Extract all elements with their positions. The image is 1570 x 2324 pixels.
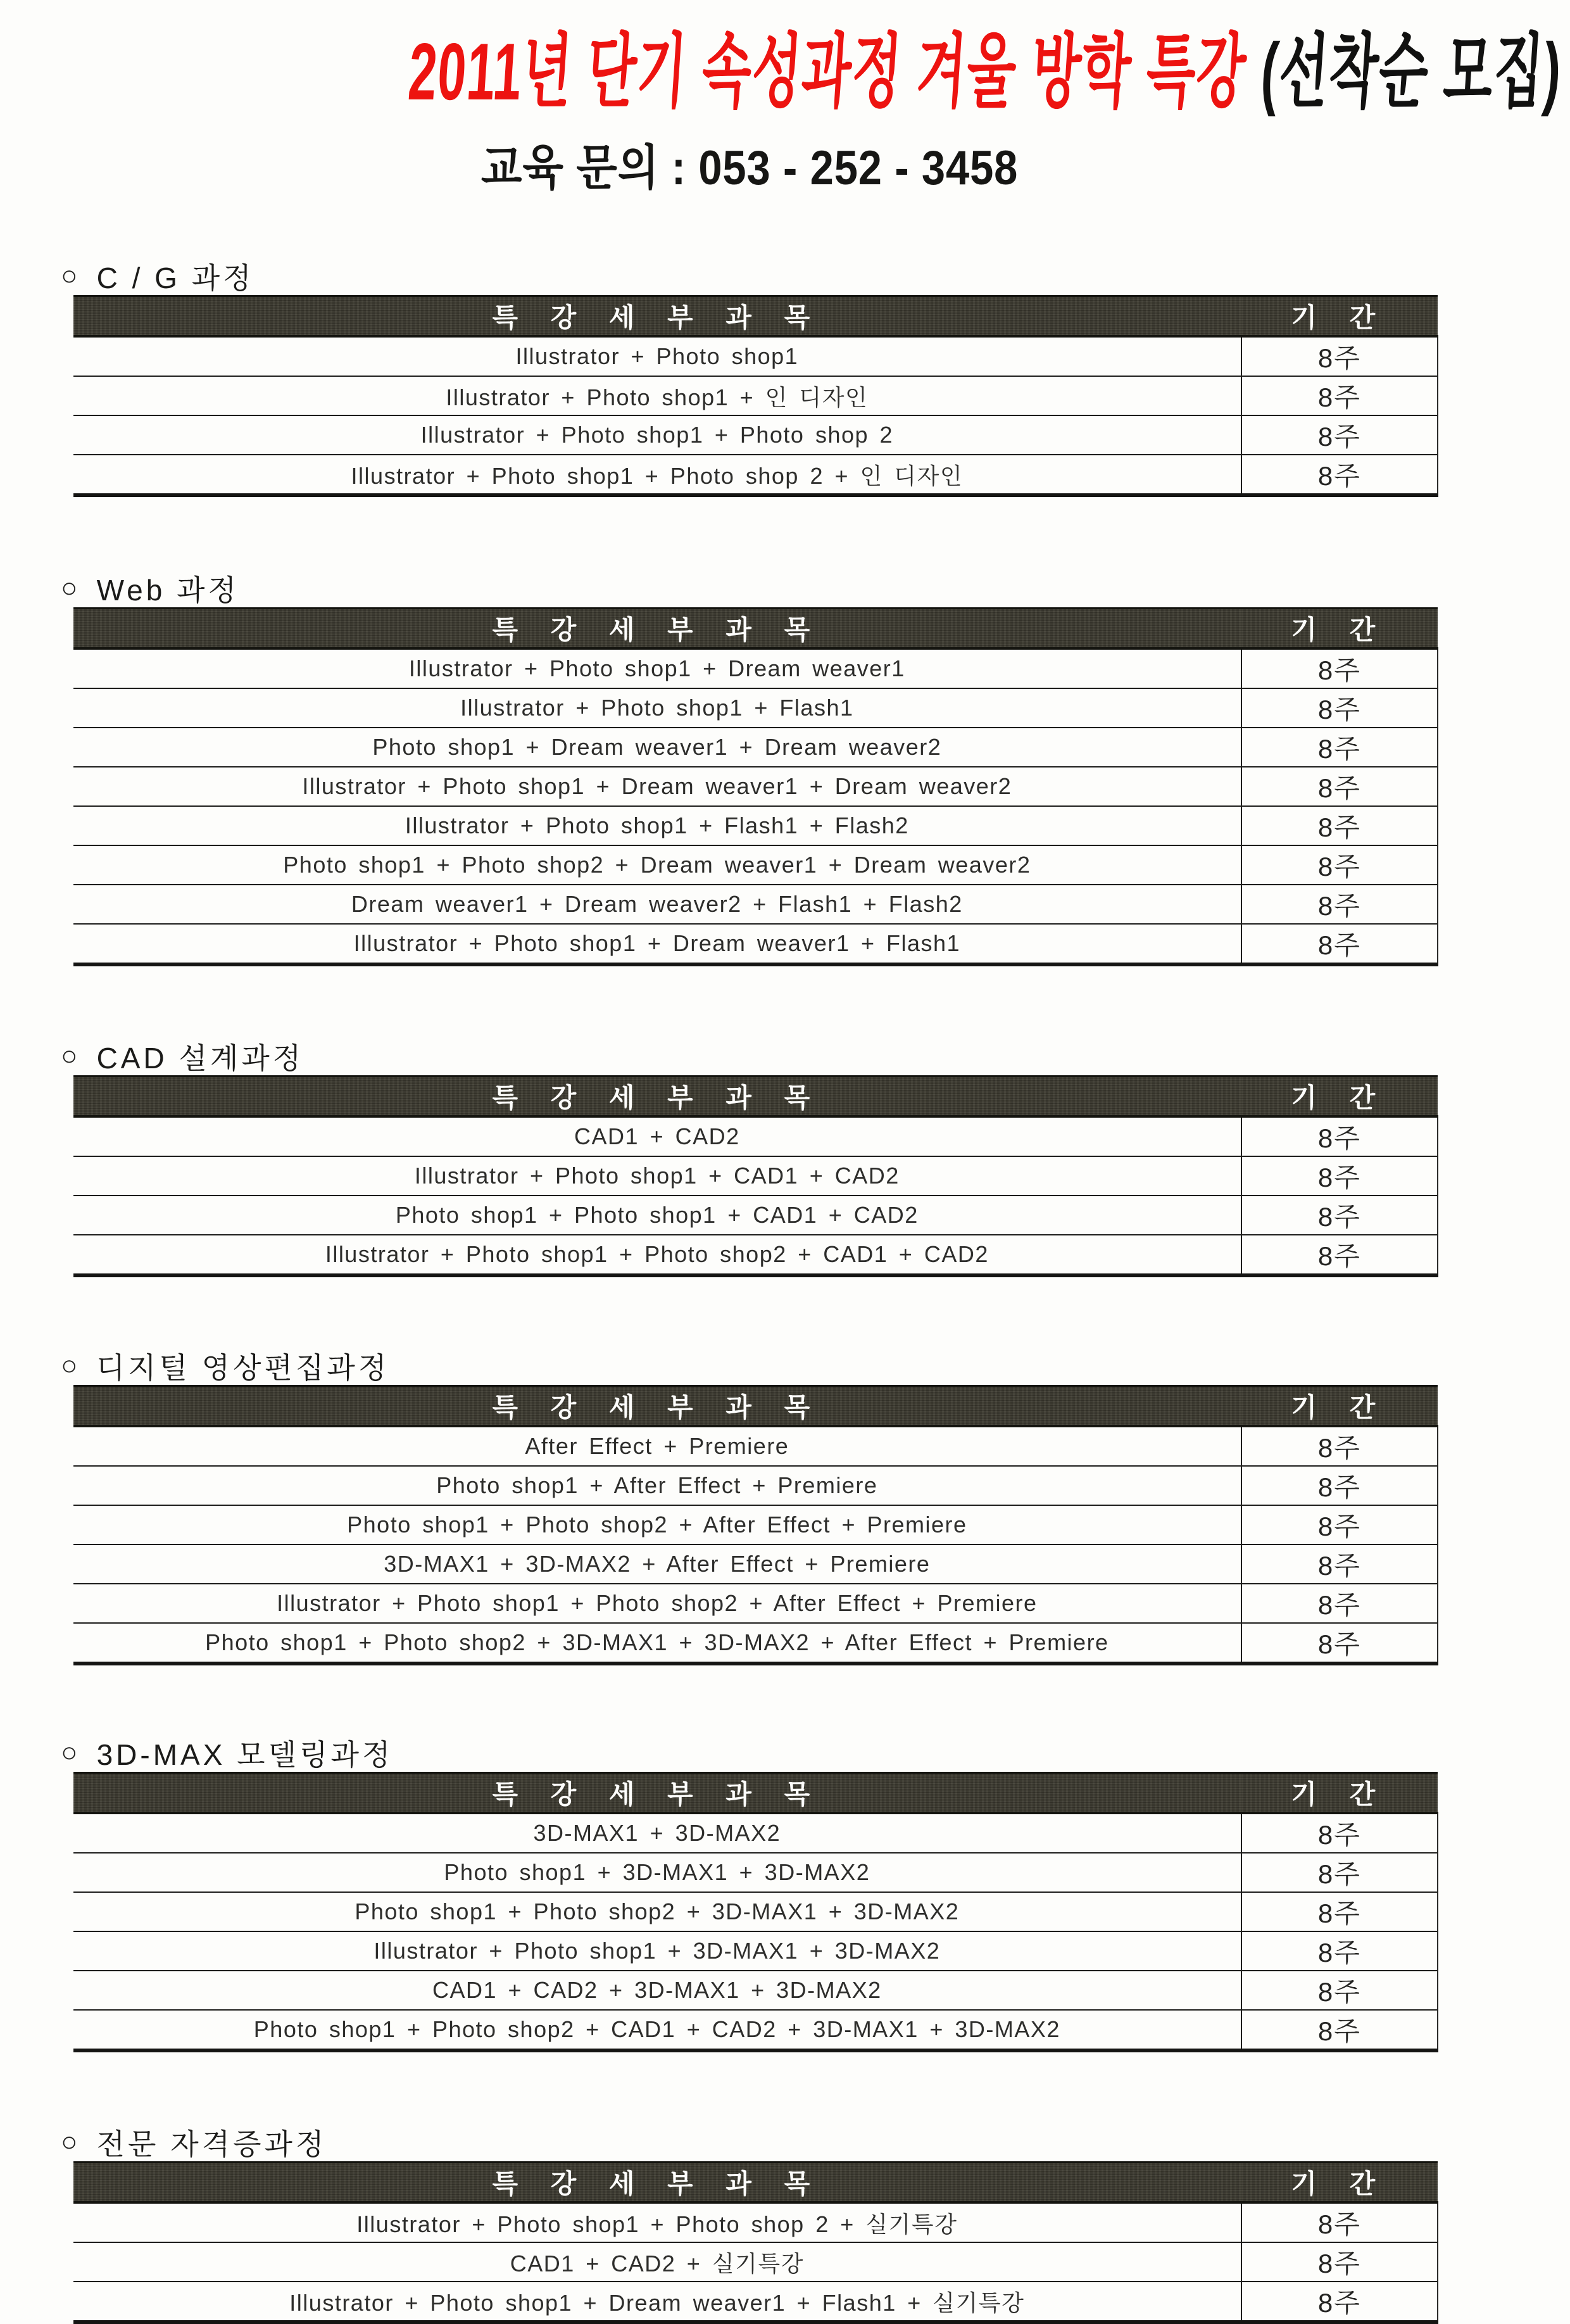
table-row [73,336,1438,376]
course-subject: Illustrator + Photo shop1 + Photo shop 2 [73,415,1241,455]
table-row [73,1971,1438,2010]
table-row [73,924,1438,964]
course-subject: CAD1 + CAD2 + 실기특강 [73,2242,1241,2282]
course-subject: Illustrator + Photo shop1 + Flash1 + Flash2 [73,806,1241,845]
section-title: C / G 과정 [96,262,254,294]
column-header-period: 기 간 [1241,2163,1438,2203]
course-subject: 3D-MAX1 + 3D-MAX2 + After Effect + Premiere [73,1544,1241,1584]
course-subject: Photo shop1 + Photo shop2 + After Effect + Premiere [73,1505,1241,1544]
course-subject: Illustrator + Photo shop1 + Dream weaver1 + Dream weaver2 [73,767,1241,806]
course-subject: Illustrator + Photo shop1 + Dream weaver1 + Flash1 [73,924,1241,964]
table-row [73,1892,1438,1931]
table-row [73,767,1438,806]
section-title: CAD 설계과정 [96,1042,305,1075]
table-row [73,845,1438,885]
column-header-period: 기 간 [1241,1386,1438,1427]
course-subject: Illustrator + Photo shop1 + Dream weaver1 + Flash1 + 실기특강 [73,2282,1241,2322]
course-period: 8주 [1241,1853,1438,1892]
course-period: 8주 [1241,1584,1438,1623]
page-title-main: 2011년 단기 속성과정 겨울 방학 특강 [406,27,1265,117]
contact-line [61,135,1438,201]
course-section [61,569,1438,966]
course-period: 8주 [1241,1931,1438,1971]
circle-bullet-icon: ○ [61,2126,78,2157]
course-subject: Photo shop1 + Photo shop2 + CAD1 + CAD2 + 3D-MAX1 + 3D-MAX2 [73,2010,1241,2050]
column-header-subject: 특 강 세 부 과 목 [73,609,1241,649]
course-period: 8주 [1241,1813,1438,1853]
table-header-row [73,2163,1438,2203]
table-row [73,2202,1438,2242]
course-period: 8주 [1241,845,1438,885]
course-subject: Photo shop1 + After Effect + Premiere [73,1466,1241,1505]
course-subject: Illustrator + Photo shop1 + CAD1 + CAD2 [73,1156,1241,1196]
course-section [61,257,1438,497]
section-title: 3D-MAX 모델링과정 [96,1738,394,1771]
course-subject: Photo shop1 + Photo shop1 + CAD1 + CAD2 [73,1196,1241,1235]
course-subject: Photo shop1 + Photo shop2 + 3D-MAX1 + 3D-MAX2 [73,1892,1241,1931]
column-header-period: 기 간 [1241,296,1438,337]
course-period: 8주 [1241,924,1438,964]
table-row [73,1544,1438,1584]
table-row [73,1853,1438,1892]
table-row [73,2242,1438,2282]
course-subject: After Effect + Premiere [73,1426,1241,1466]
course-period: 8주 [1241,376,1438,415]
column-header-period: 기 간 [1241,609,1438,649]
course-subject: Illustrator + Photo shop1 + Flash1 [73,688,1241,728]
course-period: 8주 [1241,415,1438,455]
table-row [73,376,1438,415]
course-sections [61,257,1438,2324]
course-subject: Illustrator + Photo shop1 [73,336,1241,376]
page-title [137,18,1565,129]
section-title: Web 과정 [96,574,239,607]
course-period: 8주 [1241,1466,1438,1505]
table-row [73,2282,1438,2322]
course-subject: Dream weaver1 + Dream weaver2 + Flash1 + Flash2 [73,885,1241,924]
column-header-period: 기 간 [1241,1773,1438,1814]
circle-bullet-icon: ○ [61,1350,78,1381]
course-subject: Illustrator + Photo shop1 + Photo shop2 + CAD1 + CAD2 [73,1235,1241,1275]
course-subject: Illustrator + Photo shop1 + 인 디자인 [73,376,1241,415]
course-section [61,2123,1438,2324]
section-heading [61,2123,1438,2161]
course-subject: Illustrator + Photo shop1 + Dream weaver1 [73,648,1241,688]
column-header-subject: 특 강 세 부 과 목 [73,1077,1241,1117]
table-header-row [73,609,1438,649]
course-period: 8주 [1241,1196,1438,1235]
course-table [73,295,1438,497]
table-row [73,455,1438,495]
course-subject: CAD1 + CAD2 [73,1116,1241,1156]
course-table [73,1075,1438,1277]
course-table [73,1385,1438,1665]
course-table [73,1772,1438,2052]
course-period: 8주 [1241,648,1438,688]
table-row [73,1466,1438,1505]
course-section [61,1734,1438,2052]
table-row [73,688,1438,728]
section-heading [61,569,1438,607]
course-section [61,1037,1438,1277]
table-row [73,1813,1438,1853]
table-header-row [73,1773,1438,1814]
course-subject: Photo shop1 + Dream weaver1 + Dream weaver2 [73,728,1241,767]
course-subject: CAD1 + CAD2 + 3D-MAX1 + 3D-MAX2 [73,1971,1241,2010]
table-row [73,1584,1438,1623]
table-header-row [73,1386,1438,1427]
section-title: 전문 자격증과정 [96,2128,327,2161]
table-row [73,1156,1438,1196]
course-section [61,1347,1438,1665]
contact-phone: 교육 문의 : 053 - 252 - 3458 [480,141,1019,195]
circle-bullet-icon: ○ [61,1737,78,1768]
course-period: 8주 [1241,1623,1438,1664]
course-period: 8주 [1241,767,1438,806]
section-heading [61,1734,1438,1772]
table-row [73,1931,1438,1971]
course-period: 8주 [1241,2202,1438,2242]
course-period: 8주 [1241,1971,1438,2010]
course-subject: Illustrator + Photo shop1 + Photo shop 2 + 실기특강 [73,2202,1241,2242]
table-row [73,885,1438,924]
course-period: 8주 [1241,2242,1438,2282]
table-row [73,648,1438,688]
column-header-subject: 특 강 세 부 과 목 [73,1773,1241,1814]
course-period: 8주 [1241,1426,1438,1466]
section-heading [61,257,1438,295]
course-period: 8주 [1241,806,1438,845]
course-period: 8주 [1241,1544,1438,1584]
column-header-subject: 특 강 세 부 과 목 [73,1386,1241,1427]
course-period: 8주 [1241,2282,1438,2322]
table-row [73,1235,1438,1275]
course-period: 8주 [1241,728,1438,767]
table-header-row [73,296,1438,337]
page-title-suffix: (선착순 모집) [1258,27,1565,117]
column-header-subject: 특 강 세 부 과 목 [73,2163,1241,2203]
table-row [73,2010,1438,2050]
table-row [73,1426,1438,1466]
table-header-row [73,1077,1438,1117]
course-period: 8주 [1241,1505,1438,1544]
course-period: 8주 [1241,1235,1438,1275]
table-row [73,415,1438,455]
course-table [73,607,1438,966]
table-row [73,1196,1438,1235]
course-subject: Photo shop1 + Photo shop2 + 3D-MAX1 + 3D-MAX2 + After Effect + Premiere [73,1623,1241,1664]
table-row [73,1623,1438,1664]
course-subject: Photo shop1 + 3D-MAX1 + 3D-MAX2 [73,1853,1241,1892]
course-period: 8주 [1241,1892,1438,1931]
course-subject: Photo shop1 + Photo shop2 + Dream weaver1 + Dream weaver2 [73,845,1241,885]
course-period: 8주 [1241,2010,1438,2050]
column-header-period: 기 간 [1241,1077,1438,1117]
course-period: 8주 [1241,688,1438,728]
column-header-subject: 특 강 세 부 과 목 [73,296,1241,337]
circle-bullet-icon: ○ [61,572,78,603]
circle-bullet-icon: ○ [61,260,78,291]
table-row [73,728,1438,767]
course-subject: Illustrator + Photo shop1 + Photo shop 2 + 인 디자인 [73,455,1241,495]
section-title: 디지털 영상편집과정 [96,1351,390,1384]
table-row [73,806,1438,845]
table-row [73,1116,1438,1156]
course-subject: 3D-MAX1 + 3D-MAX2 [73,1813,1241,1853]
course-period: 8주 [1241,336,1438,376]
course-table [73,2161,1438,2324]
course-period: 8주 [1241,455,1438,495]
section-heading [61,1347,1438,1385]
course-subject: Illustrator + Photo shop1 + Photo shop2 + After Effect + Premiere [73,1584,1241,1623]
circle-bullet-icon: ○ [61,1040,78,1071]
course-period: 8주 [1241,885,1438,924]
course-period: 8주 [1241,1156,1438,1196]
section-heading [61,1037,1438,1075]
table-row [73,1505,1438,1544]
course-period: 8주 [1241,1116,1438,1156]
course-subject: Illustrator + Photo shop1 + 3D-MAX1 + 3D-MAX2 [73,1931,1241,1971]
